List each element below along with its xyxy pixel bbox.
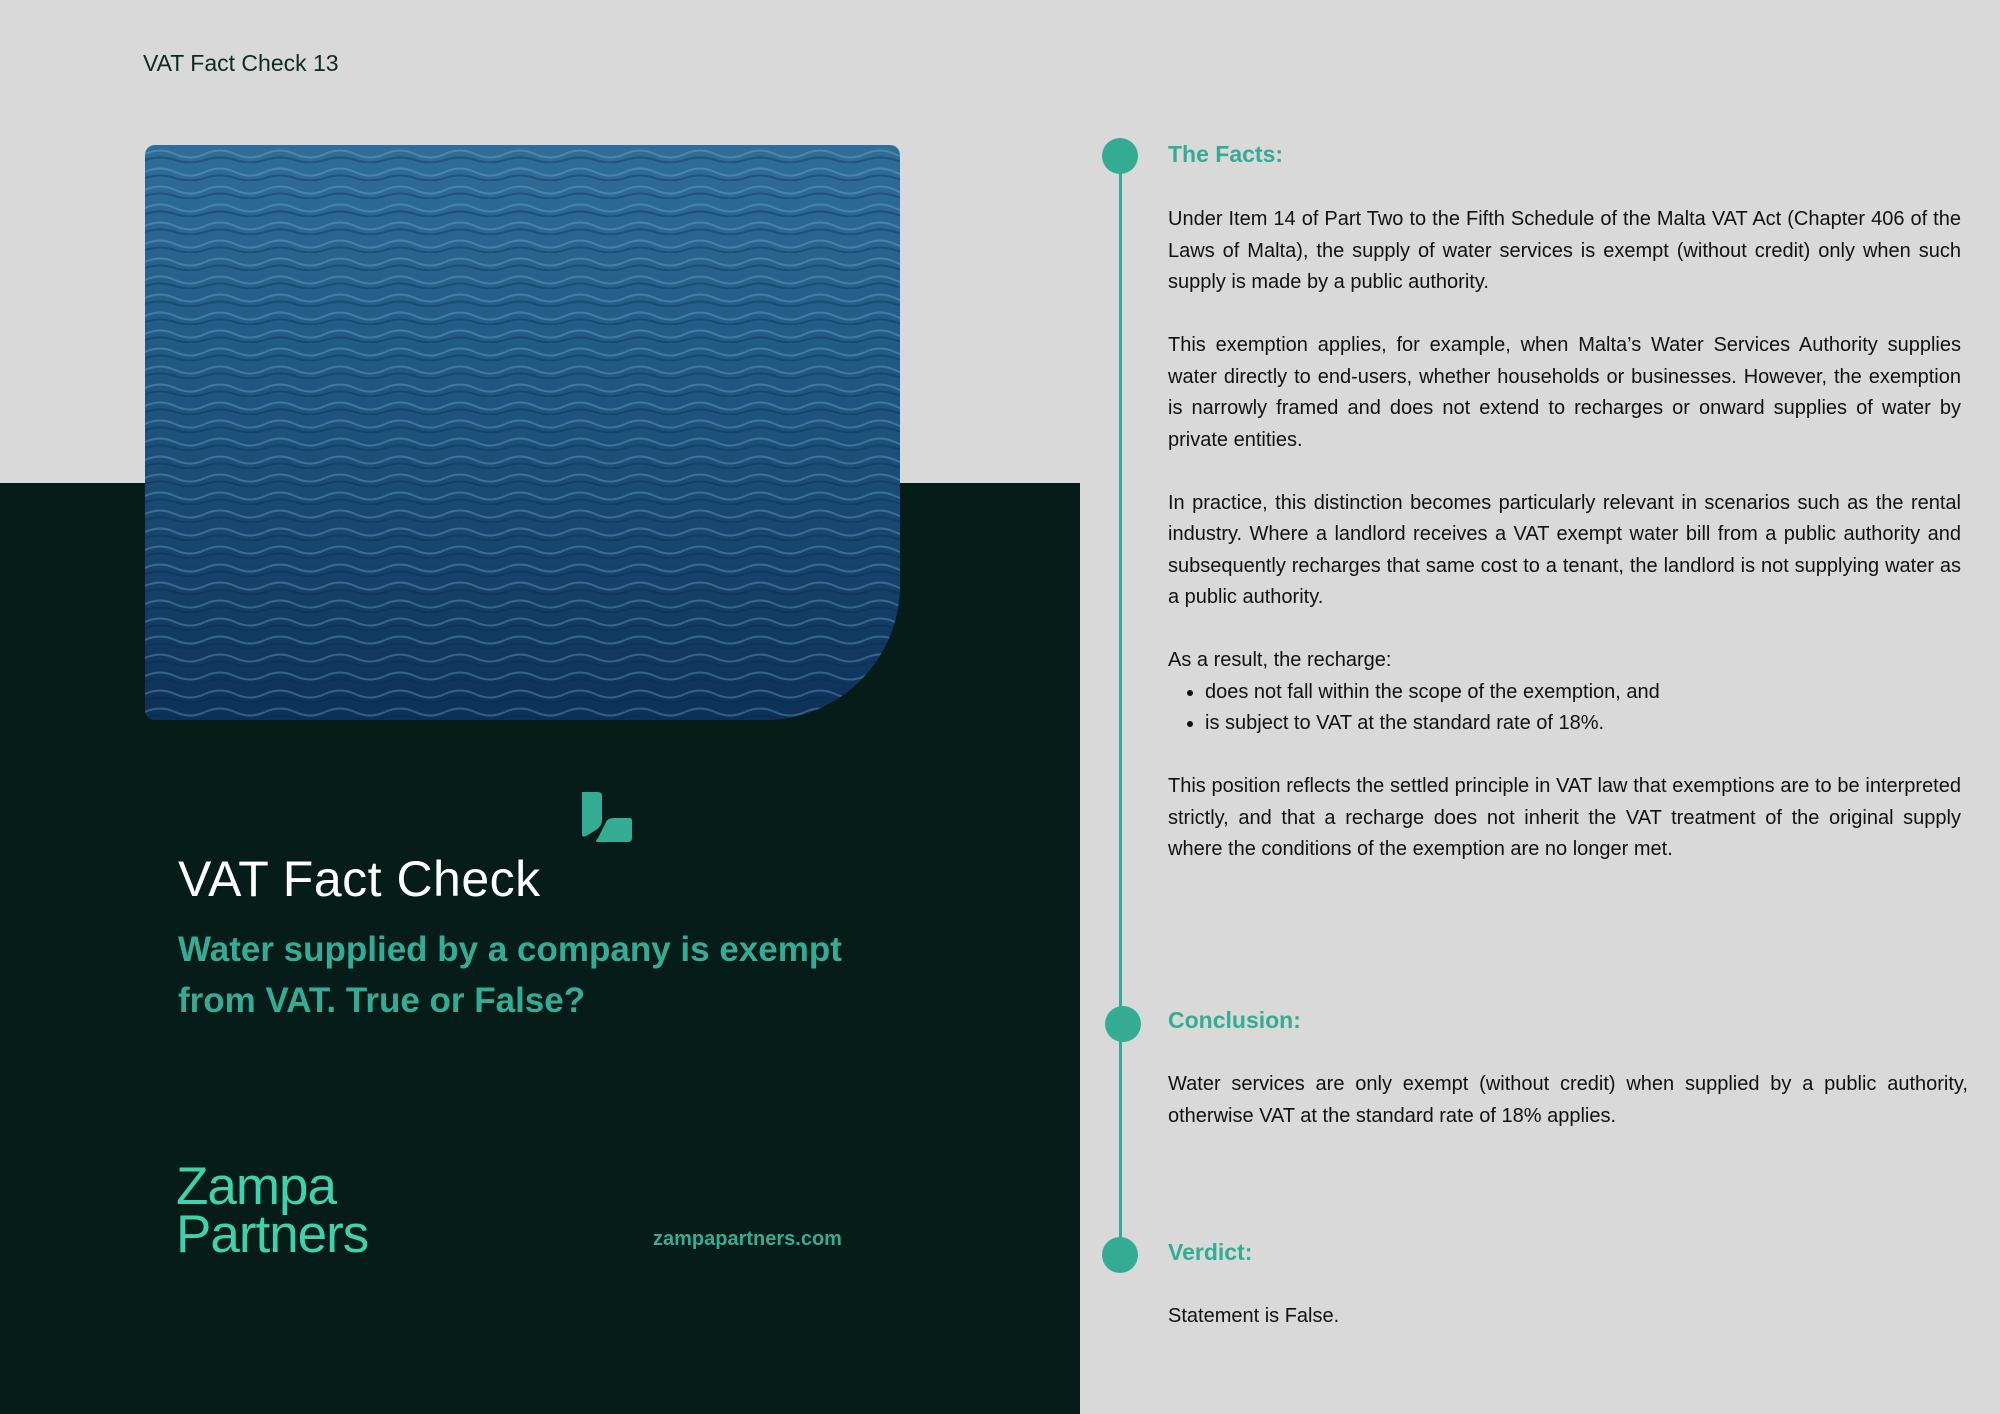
timeline-line [1119, 155, 1122, 1255]
result-intro: As a result, the recharge: [1168, 649, 1392, 671]
facts-paragraph: Under Item 14 of Part Two to the Fifth Schedule of the Malta VAT Act (Chapter 406 of the Laws of Malta), the supply of water services is exempt (without credit) only when such supply is made by a public authority. [1168, 208, 1961, 293]
verdict-text: Statement is False. [1168, 1305, 1340, 1327]
zampa-partners-logo [176, 1157, 369, 1264]
timeline-dot-icon [1102, 138, 1138, 174]
timeline-dot-icon [1105, 1006, 1141, 1042]
zampa-mark-icon [580, 790, 634, 844]
timeline-dot-icon [1102, 1237, 1138, 1273]
cover-subtitle: Water supplied by a company is exempt from VAT. True or False? [178, 930, 842, 1020]
verdict-body [1168, 1301, 1961, 1333]
website-link[interactable]: zampapartners.com [653, 1228, 842, 1250]
cover-title: VAT Fact Check [178, 851, 541, 907]
water-photo [145, 145, 900, 720]
verdict-heading: Verdict: [1168, 1239, 1253, 1265]
page-header-label: VAT Fact Check 13 [143, 50, 339, 76]
facts-paragraph: In practice, this distinction becomes particularly relevant in scenarios such as the rental industry. Where a landlord receives a VAT exempt water bill from a public authority and subsequently recharges that same cost to a tenant, the landlord is not supplying water as a public authority. [1168, 491, 1961, 608]
facts-heading: The Facts: [1168, 141, 1284, 167]
list-item: • is subject to VAT at the standard rate of 18%. [1205, 708, 1961, 740]
facts-paragraph: This position reflects the settled principle in VAT law that exemptions are to be interpreted strictly, and that a recharge does not inherit the VAT treatment of the original supply where the conditions of the exemption are no longer met. [1168, 775, 1961, 860]
list-item: • does not fall within the scope of the exemption, and [1205, 677, 1961, 709]
facts-paragraph: This exemption applies, for example, when Malta’s Water Services Authority supplies water directly to end-users, whether households or businesses. However, the exemption is narrowly framed and does not extend to recharges or onward supplies of water by private entities. [1168, 334, 1961, 451]
conclusion-heading: Conclusion: [1168, 1007, 1301, 1033]
conclusion-body [1168, 1069, 1968, 1132]
logo-line-1: Zampa [176, 1157, 336, 1216]
logo-line-2: Partners [176, 1205, 369, 1264]
conclusion-text: Water services are only exempt (without credit) when supplied by a public authority, otherwise VAT at the standard rate of 18% applies. [1168, 1073, 1968, 1127]
facts-body [1168, 204, 1961, 897]
result-bullet-list [1168, 677, 1961, 740]
